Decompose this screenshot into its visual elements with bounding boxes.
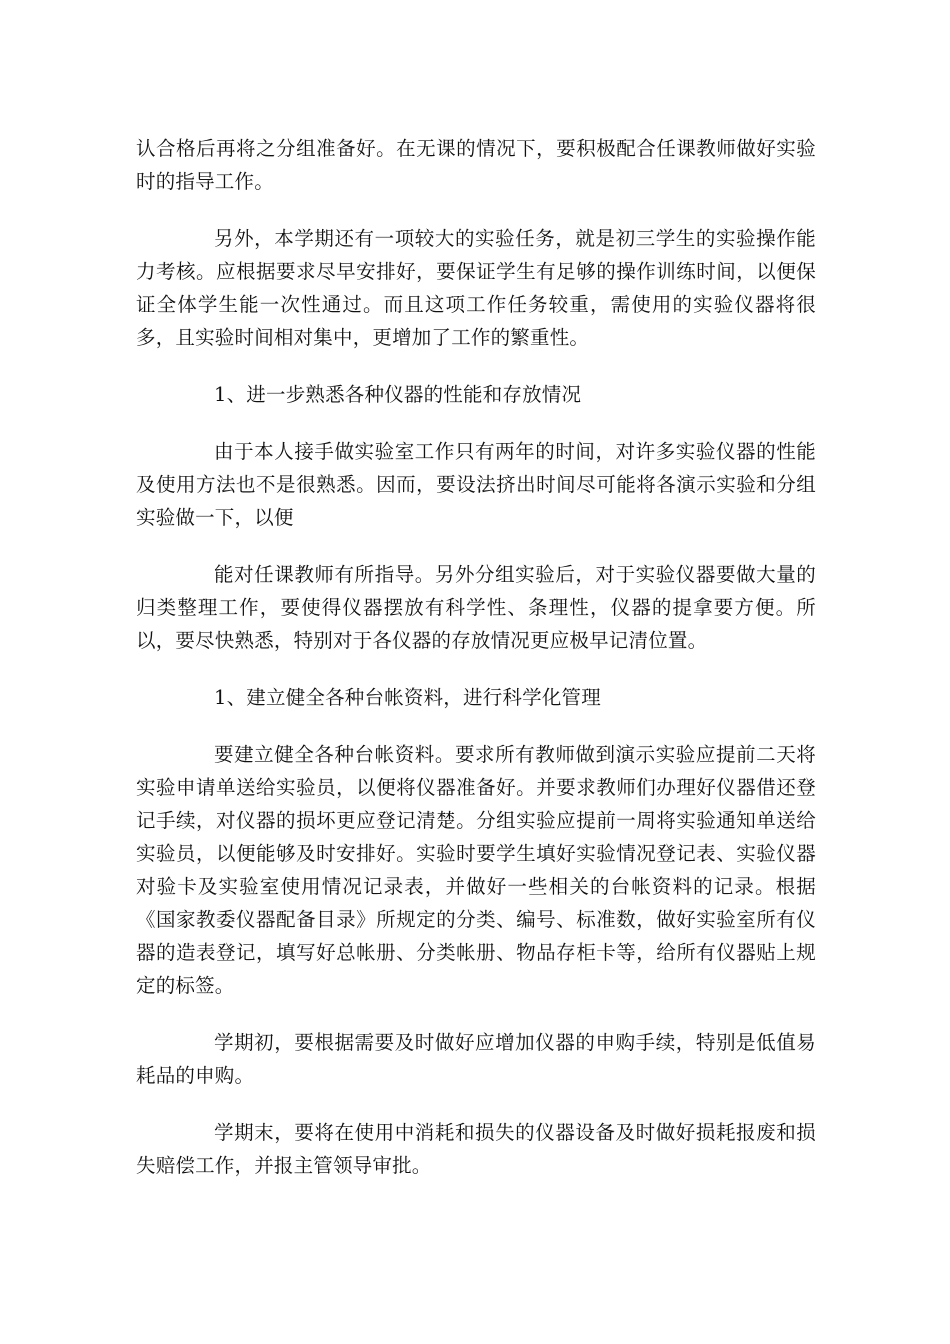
paragraph-2: 另外，本学期还有一项较大的实验任务，就是初三学生的实验操作能力考核。应根据要求尽早安排好，要保证学生有足够的操作训练时间，以便保证全体学生能一次性通过。而且这项工作任务较重，需使用的实验仪器将很多，且实验时间相对集中，更增加了工作的繁重性。: [136, 227, 816, 349]
section-heading-1: 1、进一步熟悉各种仪器的性能和存放情况: [214, 383, 582, 406]
paragraph-1: 认合格后再将之分组准备好。在无课的情况下，要积极配合任课教师做好实验时的指导工作。: [136, 137, 816, 193]
section-heading-2: 1、建立健全各种台帐资料，进行科学化管理: [214, 686, 601, 709]
paragraph-4: 能对任课教师有所指导。另外分组实验后，对于实验仪器要做大量的归类整理工作，要使得仪器摆放有科学性、条理性，仪器的提拿要方便。所以，要尽快熟悉，特别对于各仪器的存放情况更应极早记清位置。: [136, 563, 816, 652]
document-body: [136, 132, 816, 1206]
paragraph-6: 学期初，要根据需要及时做好应增加仪器的申购手续，特别是低值易耗品的申购。: [136, 1031, 816, 1087]
paragraph-3: 由于本人接手做实验室工作只有两年的时间，对许多实验仪器的性能及使用方法也不是很熟悉。因而，要设法挤出时间尽可能将各演示实验和分组实验做一下，以便: [136, 440, 816, 529]
paragraph-5: 要建立健全各种台帐资料。要求所有教师做到演示实验应提前二天将实验申请单送给实验员，以便将仪器准备好。并要求教师们办理好仪器借还登记手续，对仪器的损坏更应登记清楚。分组实验应提前一周将实验通知单送给实验员，以便能够及时安排好。实验时要学生填好实验情况登记表、实验仪器对验卡及实验室使用情况记录表，并做好一些相关的台帐资料的记录。根据《国家教委仪器配备目录》所规定的分类、编号、标准数，做好实验室所有仪器的造表登记，填写好总帐册、分类帐册、物品存柜卡等，给所有仪器贴上规定的标签。: [136, 743, 816, 997]
paragraph-7: 学期末，要将在使用中消耗和损失的仪器设备及时做好损耗报废和损失赔偿工作，并报主管领导审批。: [136, 1121, 816, 1177]
